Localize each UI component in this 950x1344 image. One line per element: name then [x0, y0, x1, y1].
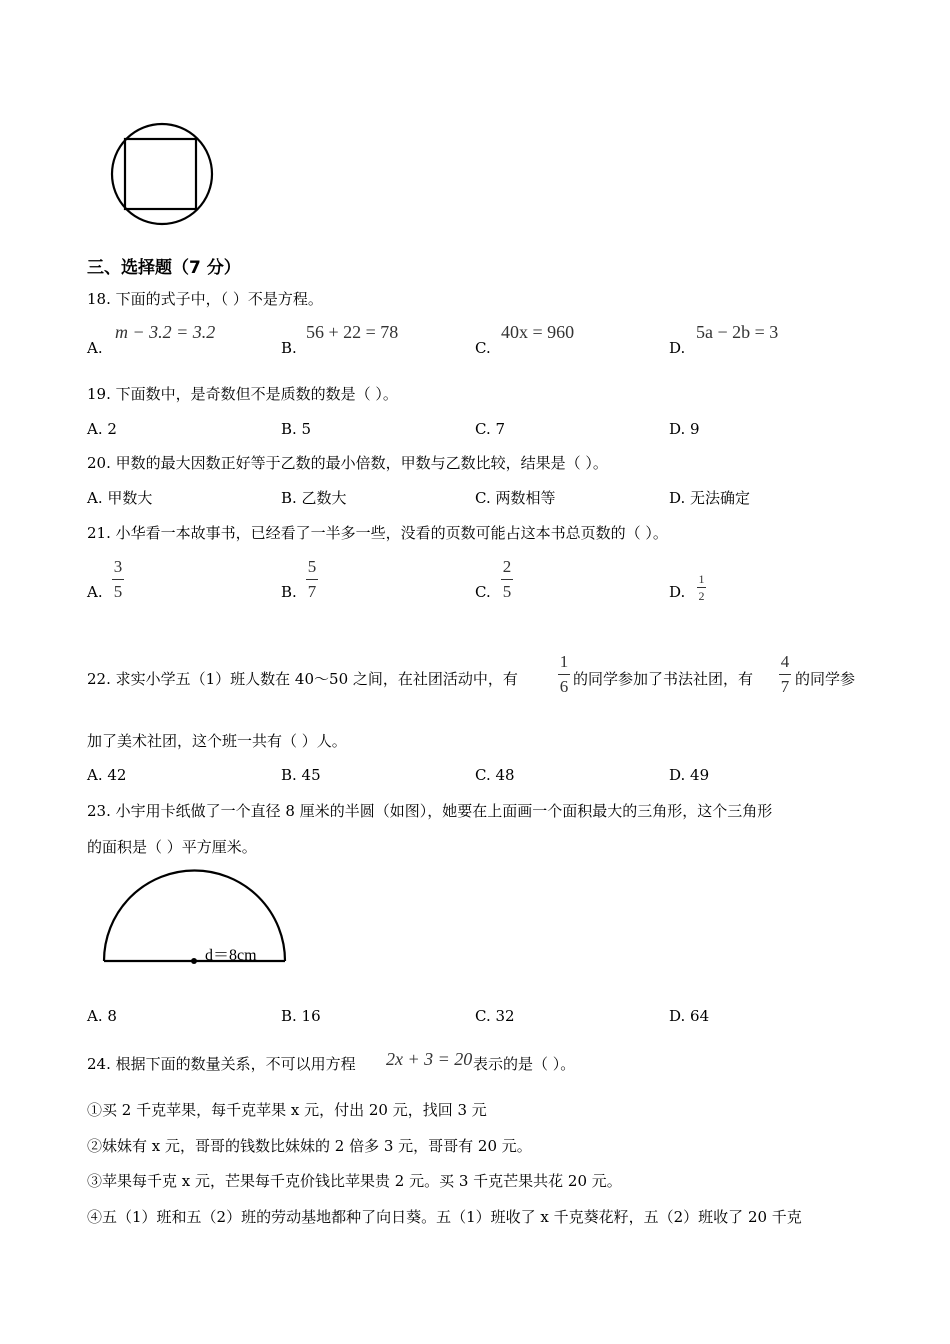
question-22-text-part1: 22. 求实小学五（1）班人数在 40～50 之间，在社团活动中，有 — [87, 670, 518, 688]
question-24-equation: 2x + 3 = 20 — [386, 1049, 473, 1069]
fraction-denominator: 5 — [502, 582, 512, 601]
question-21-option-c-fraction — [501, 558, 513, 601]
question-20-option-c: C. 两数相等 — [475, 489, 556, 507]
question-19-option-d: D. 9 — [669, 420, 700, 438]
question-24-item-4: ④五（1）班和五（2）班的劳动基地都种了向日葵。五（1）班收了 x 千克葵花籽，五（2）班收了 20 千克 — [87, 1208, 802, 1226]
question-21-option-d-label: D. — [669, 583, 686, 601]
fraction-numerator: 1 — [698, 572, 705, 586]
option-c-math: 40x = 960 — [501, 322, 575, 342]
semicircle-diameter-label: d＝8cm — [205, 947, 257, 964]
question-23-option-b: B. 16 — [281, 1007, 321, 1025]
fraction-denominator: 7 — [780, 677, 790, 696]
question-22-option-a: A. 42 — [87, 766, 127, 784]
question-21-option-a-fraction — [112, 558, 124, 601]
question-24-item-3: ③苹果每千克 x 元，芒果每千克价钱比苹果贵 2 元。买 3 千克芒果共花 20 元。 — [87, 1172, 622, 1190]
question-22-option-b: B. 45 — [281, 766, 321, 784]
question-22-fraction-1 — [558, 653, 570, 696]
fraction-numerator: 2 — [502, 557, 512, 576]
question-22-text-part2: 的同学参加了书法社团，有 — [573, 670, 754, 688]
question-19-option-b: B. 5 — [281, 420, 312, 438]
question-23-option-d: D. 64 — [669, 1007, 710, 1025]
question-21-option-a-label: A. — [87, 583, 103, 601]
fraction-numerator: 4 — [780, 652, 790, 671]
fraction-numerator: 5 — [307, 557, 317, 576]
question-19-stem: 19. 下面数中，是奇数但不是质数的数是（ ）。 — [87, 385, 398, 403]
question-22-option-d: D. 49 — [669, 766, 710, 784]
option-d-math: 5a − 2b = 3 — [696, 322, 779, 342]
semicircle-figure — [98, 867, 293, 969]
question-22-option-c: C. 48 — [475, 766, 515, 784]
question-19-option-a: A. 2 — [87, 420, 117, 438]
question-21-option-b-fraction — [306, 558, 318, 601]
question-22-fraction-2 — [779, 653, 791, 696]
question-22-line2: 加了美术社团，这个班一共有（ ）人。 — [87, 732, 347, 750]
question-23-option-c: C. 32 — [475, 1007, 515, 1025]
option-a-label: A. — [87, 339, 103, 357]
fraction-denominator: 6 — [559, 677, 569, 696]
question-24-stem-after: 表示的是（ ）。 — [473, 1055, 576, 1073]
question-21-option-d-fraction — [697, 573, 706, 602]
option-a-math: m − 3.2 = 3.2 — [115, 322, 216, 342]
fraction-denominator: 5 — [113, 582, 123, 601]
circle-square-figure — [108, 122, 216, 226]
question-19-option-c: C. 7 — [475, 420, 506, 438]
fraction-numerator: 1 — [559, 652, 569, 671]
fraction-denominator: 2 — [698, 589, 705, 603]
question-22-text-part3: 的同学参 — [795, 670, 856, 688]
question-20-option-b: B. 乙数大 — [281, 489, 347, 507]
question-20-option-a: A. 甲数大 — [87, 489, 153, 507]
fraction-denominator: 7 — [307, 582, 317, 601]
option-d-label: D. — [669, 339, 686, 357]
question-24-item-1: ①买 2 千克苹果，每千克苹果 x 元，付出 20 元，找回 3 元 — [87, 1101, 487, 1119]
question-20-option-d: D. 无法确定 — [669, 489, 751, 507]
option-c-label: C. — [475, 339, 491, 357]
question-24-item-2: ②妹妹有 x 元，哥哥的钱数比妹妹的 2 倍多 3 元，哥哥有 20 元。 — [87, 1137, 532, 1155]
option-b-math: 56 + 22 = 78 — [306, 322, 399, 342]
question-24-stem-before: 24. 根据下面的数量关系，不可以用方程 — [87, 1055, 356, 1073]
question-18-stem: 18. 下面的式子中，（ ）不是方程。 — [87, 290, 323, 308]
option-b-label: B. — [281, 339, 297, 357]
question-21-option-c-label: C. — [475, 583, 491, 601]
question-20-stem: 20. 甲数的最大因数正好等于乙数的最小倍数，甲数与乙数比较，结果是（ ）。 — [87, 454, 608, 472]
section-title: 三、选择题（7 分） — [87, 258, 241, 278]
question-21-option-b-label: B. — [281, 583, 297, 601]
fraction-numerator: 3 — [113, 557, 123, 576]
question-23-line2: 的面积是（ ）平方厘米。 — [87, 838, 257, 856]
question-23-line1: 23. 小宇用卡纸做了一个直径 8 厘米的半圆（如图），她要在上面画一个面积最大的三角形，这个三角形 — [87, 802, 773, 820]
question-21-stem: 21. 小华看一本故事书，已经看了一半多一些，没看的页数可能占这本书总页数的（ ）。 — [87, 524, 668, 542]
question-23-option-a: A. 8 — [87, 1007, 117, 1025]
